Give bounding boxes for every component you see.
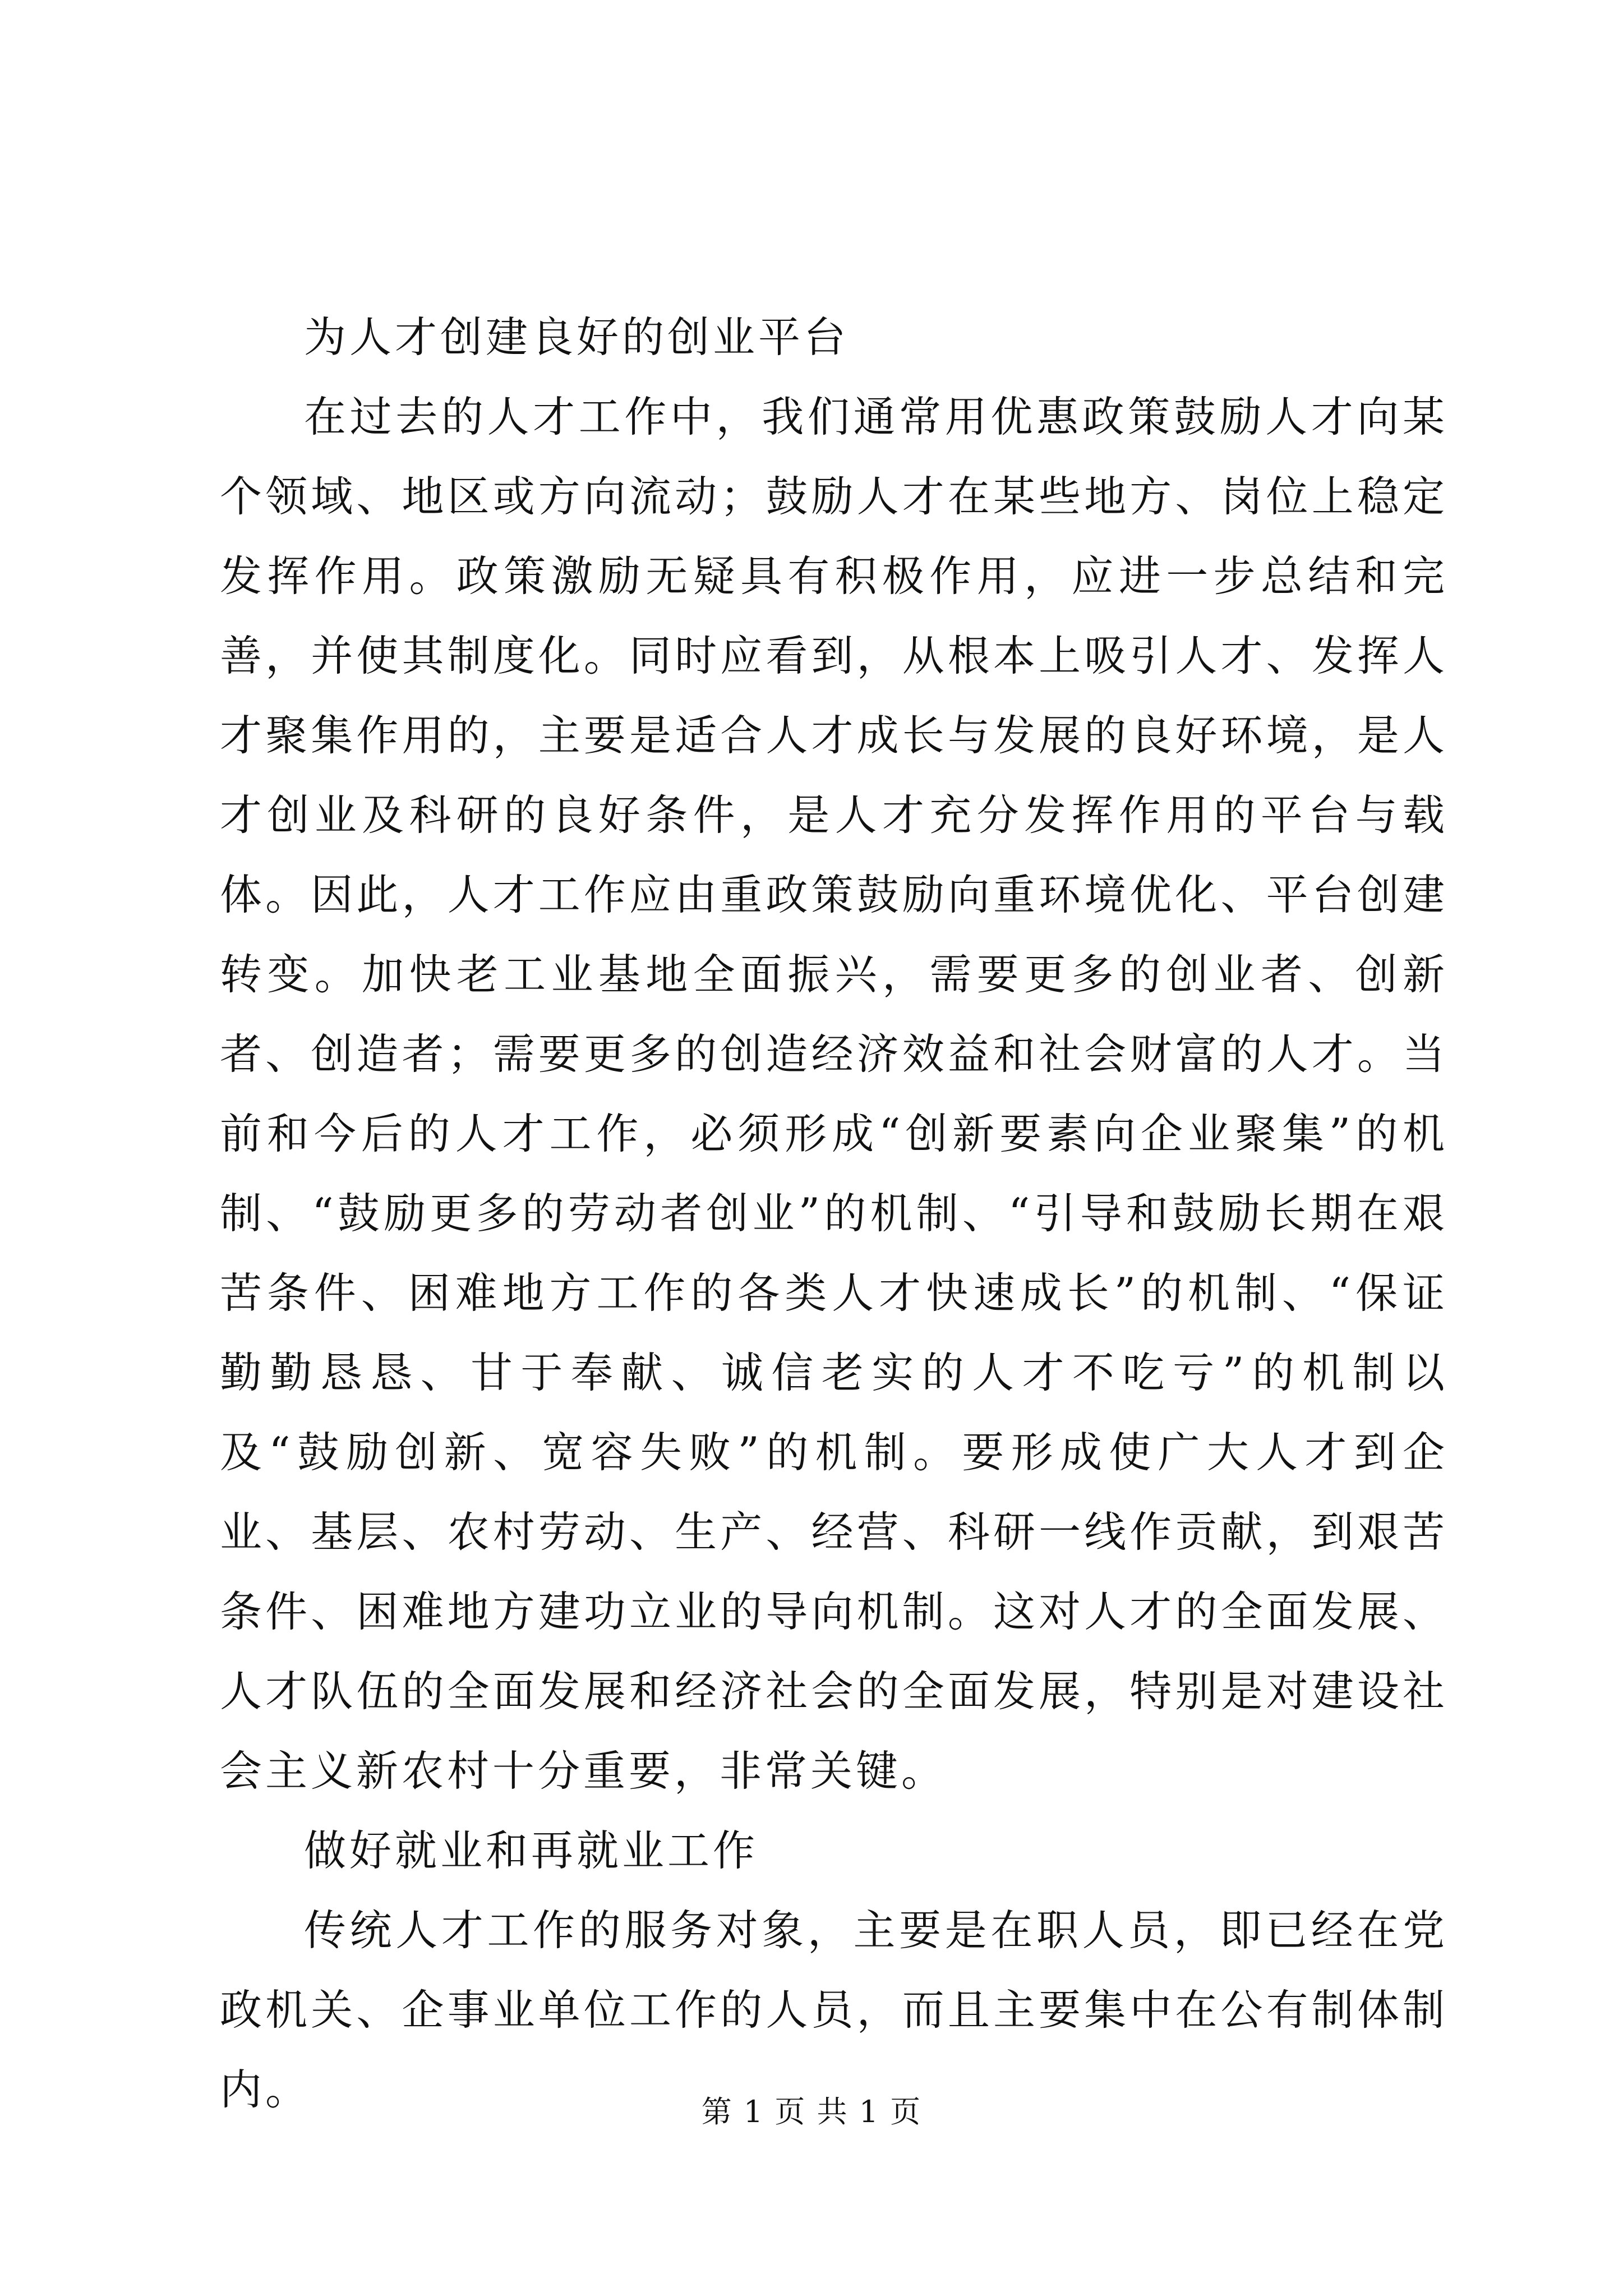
section-1-paragraph-1: 在过去的人才工作中，我们通常用优惠政策鼓励人才向某个领域、地区或方向流动；鼓励人才在某些地方、岗位上稳定发挥作用。政策激励无疑具有积极作用，应进一步总结和完善，并使其制度化。同时应看到，从根本上吸引人才、发挥人才聚集作用的，主要是适合人才成长与发展的良好环境，是人才创业及科研的良好条件，是人才充分发挥作用的平台与载体。因此，人才工作应由重政策鼓励向重环境优化、平台创建转变。加快老工业基地全面振兴，需要更多的创业者、创新者、创造者；需要更多的创造经济效益和社会财富的人才。当前和今后的人才工作，必须形成“创新要素向企业聚集”的机制、“鼓励更多的劳动者创业”的机制、“引导和鼓励长期在艰苦条件、困难地方工作的各类人才快速成长”的机制、“保证勤勤恳恳、甘于奉献、诚信老实的人才不吃亏”的机制以及“鼓励创新、宽容失败”的机制。要形成使广大人才到企业、基层、农村劳动、生产、经营、科研一线作贡献，到艰苦条件、困难地方建功立业的导向机制。这对人才的全面发展、人才队伍的全面发展和经济社会的全面发展，特别是对建设社会主义新农村十分重要，非常关键。 — [220, 392, 1448, 1796]
page-number-footer: 第 1 页 共 1 页 — [701, 2094, 922, 2129]
section-heading-2: 做好就业和再就业工作 — [304, 1826, 759, 1875]
section-heading-1: 为人才创建良好的创业平台 — [304, 312, 850, 362]
document-body — [220, 297, 1448, 2129]
section-2-paragraph-1: 传统人才工作的服务对象，主要是在职人员，即已经在党政机关、企事业单位工作的人员，而且主要集中在公有制体制内。 — [220, 1906, 1448, 2114]
